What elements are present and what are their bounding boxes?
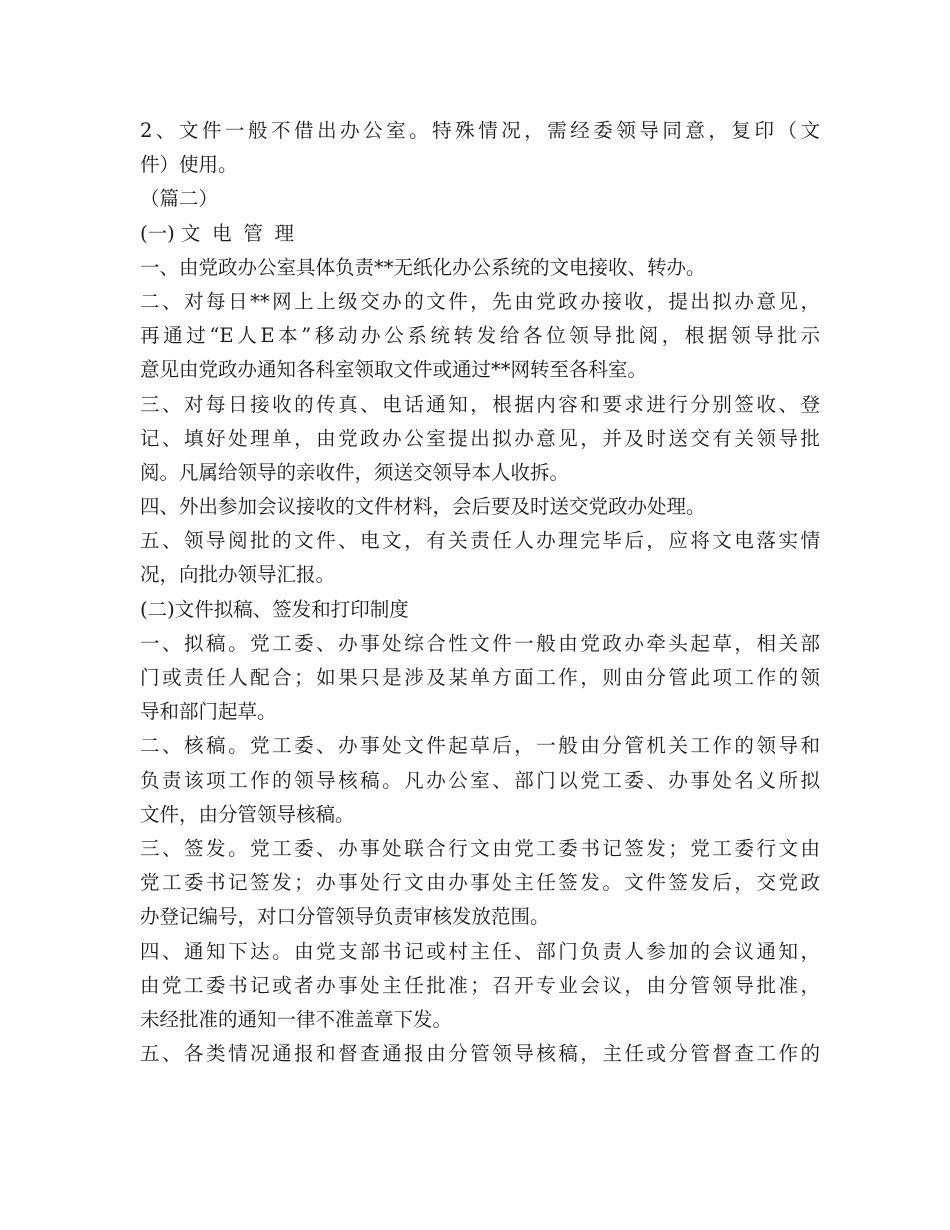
text-line: 记、填好处理单，由党政办公室提出拟办意见，并及时送交有关领导批	[140, 426, 820, 450]
text-line: 一、拟稿。党工委、办事处综合性文件一般由党政办牵头起草，相关部	[140, 631, 820, 655]
subsection-number: (一)	[140, 221, 175, 245]
text-line: 件）使用。	[140, 153, 238, 177]
text-line: 意见由党政办通知各科室领取文件或通过**网转至各科室。	[140, 358, 648, 382]
text-line: 未经批准的通知一律不准盖章下发。	[140, 1007, 453, 1031]
text-line: 五、领导阅批的文件、电文，有关责任人办理完毕后，应将文电落实情	[140, 529, 820, 553]
text-line: 阅。凡属给领导的亲收件，须送交领导本人收拆。	[140, 460, 570, 484]
text-line: 二、对每日**网上上级交办的文件，先由党政办接收，提出拟办意见，	[140, 289, 820, 313]
text-line: 负责该项工作的领导核稿。凡办公室、部门以党工委、办事处名义所拟	[140, 768, 820, 792]
subsection-title: 文电管理	[180, 221, 306, 245]
text-line: 一、由党政办公室具体负责**无纸化办公系统的文电接收、转办。	[140, 255, 706, 279]
text-line: 党工委书记签发；办事处行文由办事处主任签发。文件签发后，交党政	[140, 871, 820, 895]
subsection-heading: (二)文件拟稿、签发和打印制度	[140, 597, 409, 621]
text-line: 由党工委书记或者办事处主任批准；召开专业会议，由分管领导批准，	[140, 973, 820, 997]
text-line: 导和部门起草。	[140, 700, 277, 724]
text-line: 2、文件一般不借出办公室。特殊情况，需经委领导同意，复印（文	[140, 119, 820, 142]
text-line: 五、各类情况通报和督查通报由分管领导核稿，主任或分管督查工作的	[140, 1042, 820, 1066]
text-line: 门或责任人配合；如果只是涉及某单方面工作，则由分管此项工作的领	[140, 666, 820, 689]
document-body	[140, 114, 820, 1071]
section-heading: （篇二）	[140, 187, 219, 211]
text-line: 四、通知下达。由党支部书记或村主任、部门负责人参加的会议通知，	[140, 939, 820, 963]
text-line: 再通过“E人E本”移动办公系统转发给各位领导批阅，根据领导批示	[140, 324, 820, 348]
text-line: 文件，由分管领导核稿。	[140, 802, 355, 826]
text-line: 三、签发。党工委、办事处联合行文由党工委书记签发；党工委行文由	[140, 836, 820, 860]
text-line: 二、核稿。党工委、办事处文件起草后，一般由分管机关工作的领导和	[140, 734, 820, 758]
text-line: 三、对每日接收的传真、电话通知，根据内容和要求进行分别签收、登	[140, 392, 820, 416]
text-line: 况，向批办领导汇报。	[140, 563, 336, 587]
subsection-heading	[140, 217, 820, 251]
text-line: 四、外出参加会议接收的文件材料，会后要及时送交党政办处理。	[140, 495, 706, 519]
text-line: 办登记编号，对口分管领导负责审核发放范围。	[140, 905, 550, 929]
